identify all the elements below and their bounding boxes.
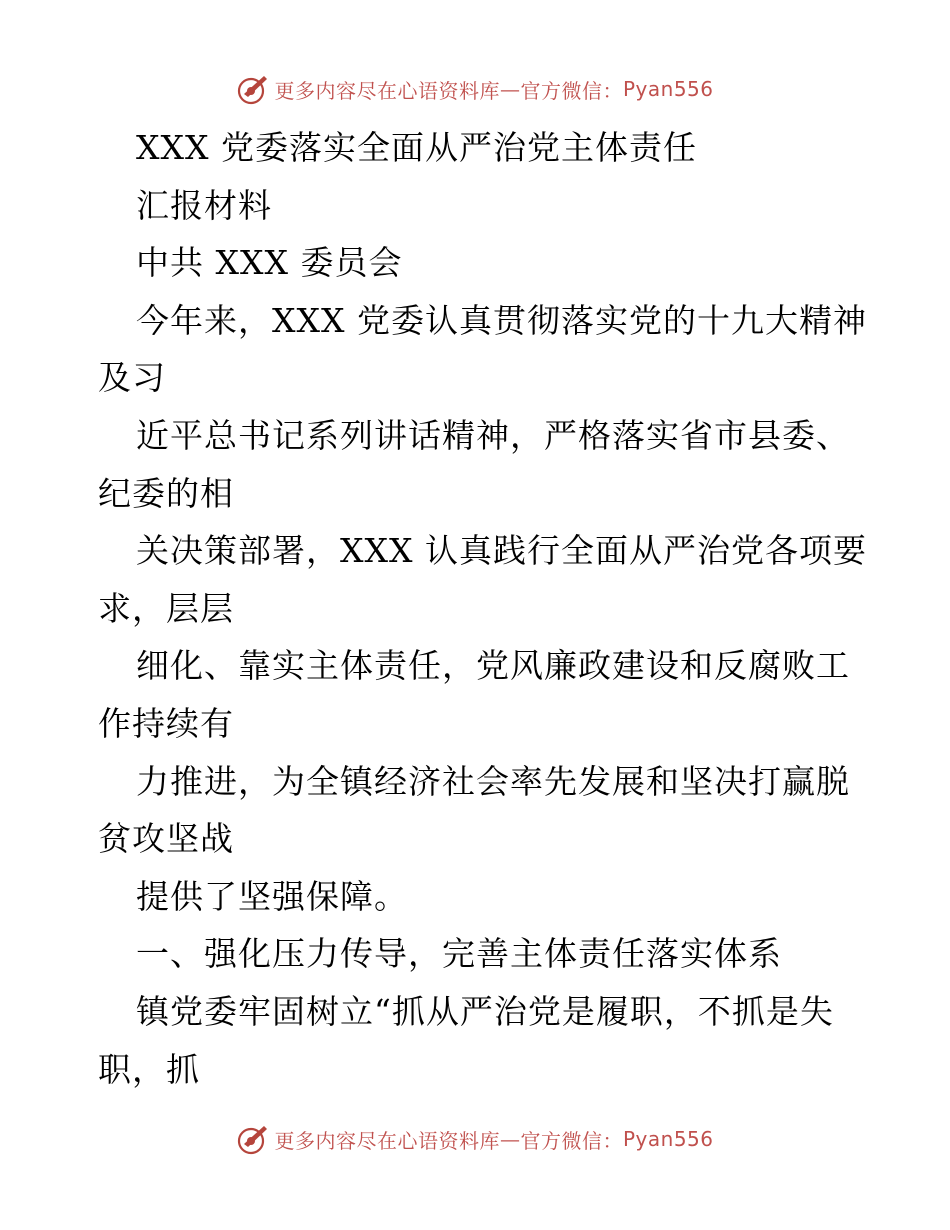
text-line: 今年来，XXX 党委认真贯彻落实党的十九大精神 (136, 300, 867, 340)
text-line: 纪委的相 (98, 473, 234, 513)
text-line: 力推进，为全镇经济社会率先发展和坚决打赢脱 (136, 761, 850, 801)
text-line: 职，抓 (98, 1049, 200, 1089)
document-body (98, 119, 867, 1098)
quill-seal-icon (236, 1122, 270, 1156)
text-line: 求，层层 (98, 588, 234, 628)
text-line: 一、强化压力传导，完善主体责任落实体系 (136, 934, 782, 974)
watermark-separator: — (499, 77, 521, 101)
watermark-separator: — (499, 1127, 521, 1151)
watermark-wechat-label: 官方微信： (520, 1128, 623, 1153)
text-line: 作持续有 (98, 703, 234, 743)
footer-watermark (0, 1122, 950, 1156)
text-line: 提供了坚强保障。 (136, 876, 408, 916)
text-line: 及习 (98, 358, 166, 398)
text-line: 镇党委牢固树立“抓从严治党是履职，不抓是失 (136, 991, 834, 1031)
watermark-wechat-label: 官方微信： (520, 78, 623, 103)
quill-seal-icon (236, 72, 270, 106)
text-line: 贫攻坚战 (98, 819, 234, 859)
watermark-wechat-id: Pyan556 (622, 1127, 714, 1151)
watermark-text: 更多内容尽在心语资料库 (274, 78, 500, 103)
watermark-wechat-id: Pyan556 (622, 77, 714, 101)
text-line: 关决策部署，XXX 认真践行全面从严治党各项要 (136, 531, 867, 571)
text-line: 近平总书记系列讲话精神，严格落实省市县委、 (136, 415, 850, 455)
text-line: 汇报材料 (136, 185, 272, 225)
text-line: 中共 XXX 委员会 (136, 243, 403, 283)
text-line: 细化、靠实主体责任，党风廉政建设和反腐败工 (136, 646, 850, 686)
header-watermark (0, 72, 950, 106)
watermark-text: 更多内容尽在心语资料库 (274, 1128, 500, 1153)
text-line: XXX 党委落实全面从严治党主体责任 (136, 128, 697, 167)
